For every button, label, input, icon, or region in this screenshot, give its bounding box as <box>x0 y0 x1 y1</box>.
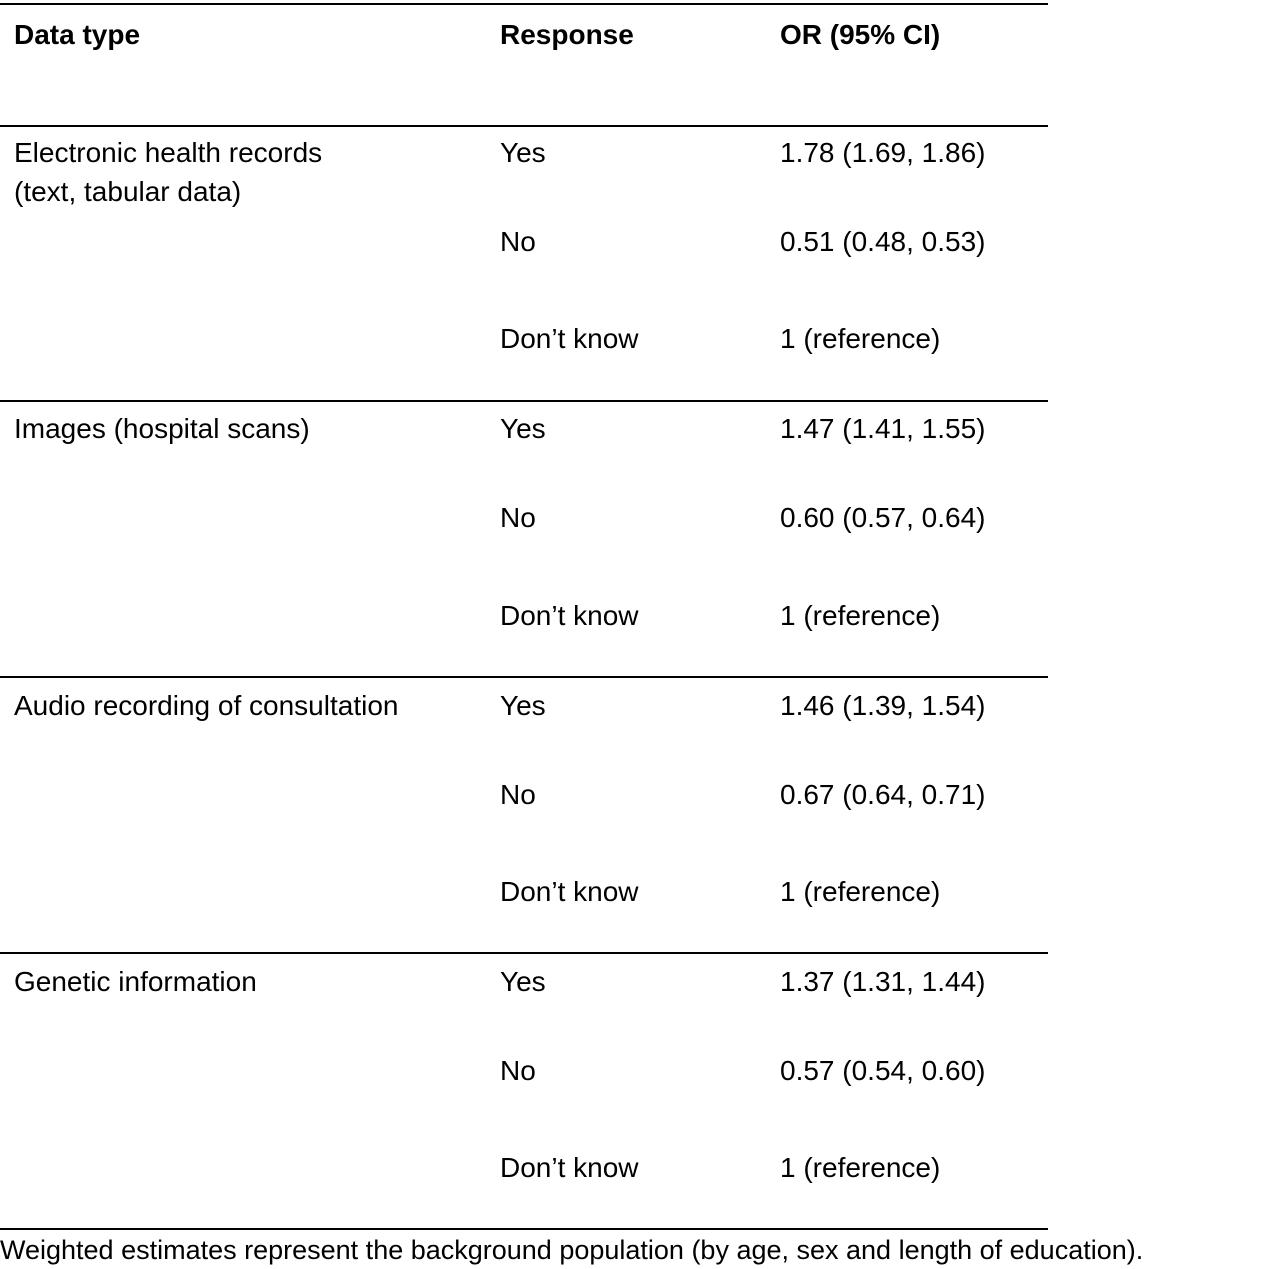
response-cell: Don’t know <box>500 600 639 631</box>
response-cell: No <box>500 1055 536 1086</box>
or-cell: 0.60 (0.57, 0.64) <box>780 502 986 533</box>
or-cell: 1.78 (1.69, 1.86) <box>780 137 986 168</box>
header-or-ci: OR (95% CI) <box>780 19 941 50</box>
data-type-label: Genetic information <box>14 966 257 997</box>
response-cell: Yes <box>500 690 546 721</box>
response-cell: Don’t know <box>500 1152 639 1183</box>
group-divider-rule <box>0 676 1048 678</box>
table-bottom-rule <box>0 1228 1048 1230</box>
or-cell: 0.67 (0.64, 0.71) <box>780 779 986 810</box>
response-cell: Yes <box>500 413 546 444</box>
response-cell: Yes <box>500 966 546 997</box>
or-cell: 1 (reference) <box>780 1152 941 1183</box>
response-cell: No <box>500 779 536 810</box>
group-divider-rule <box>0 952 1048 954</box>
or-cell: 1.46 (1.39, 1.54) <box>780 690 986 721</box>
response-cell: No <box>500 502 536 533</box>
response-cell: No <box>500 226 536 257</box>
header-data-type: Data type <box>14 19 141 50</box>
header-response: Response <box>500 19 634 50</box>
or-cell: 1.47 (1.41, 1.55) <box>780 413 986 444</box>
or-cell: 1.37 (1.31, 1.44) <box>780 966 986 997</box>
response-cell: Yes <box>500 137 546 168</box>
data-type-label-line2: (text, tabular data) <box>14 176 242 207</box>
or-cell: 1 (reference) <box>780 323 941 354</box>
table-top-rule <box>0 3 1048 5</box>
response-cell: Don’t know <box>500 323 639 354</box>
or-cell: 0.57 (0.54, 0.60) <box>780 1055 986 1086</box>
or-cell: 1 (reference) <box>780 600 941 631</box>
table-footnote: Weighted estimates represent the background population (by age, sex and length of education). <box>0 1235 1144 1265</box>
response-cell: Don’t know <box>500 876 639 907</box>
data-type-label: Images (hospital scans) <box>14 413 310 444</box>
header-rule <box>0 125 1048 127</box>
group-divider-rule <box>0 400 1048 402</box>
data-type-label: Electronic health records <box>14 137 323 168</box>
or-cell: 1 (reference) <box>780 876 941 907</box>
or-cell: 0.51 (0.48, 0.53) <box>780 226 986 257</box>
data-type-label: Audio recording of consultation <box>14 690 399 721</box>
